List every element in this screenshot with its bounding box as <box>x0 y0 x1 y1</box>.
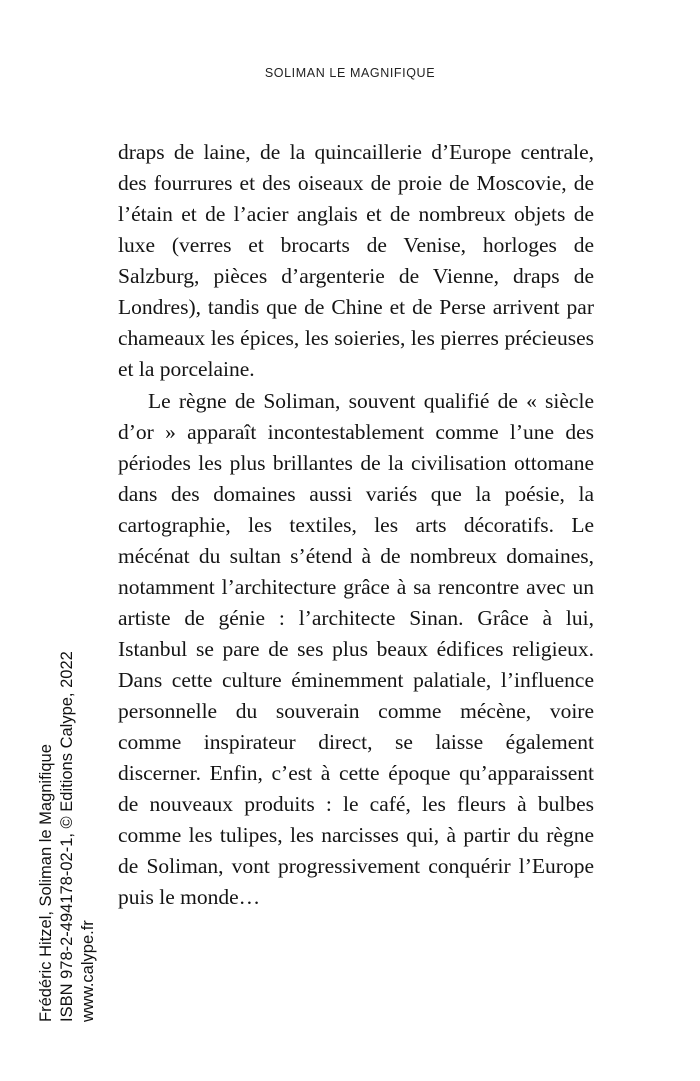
paragraph-2: Le règne de Soliman, souvent qualifié de « siècle d’or » apparaît incontestablement comme l’une des périodes les plus brillantes de la civilisation ottomane dans des domaines aussi variés que la poésie, la cartographie, les textiles, les arts décoratifs. Le mécénat du sultan s’étend à de nombreux domaines, notamment l’architecture grâce à sa rencontre avec un artiste de génie : l’architecte Sinan. Grâce à lui, Istanbul se pare de ses plus beaux édifices religieux. Dans cette culture éminemment palatiale, l’influence personnelle du souverain comme mécène, voire comme inspirateur direct, se laisse également discerner. Enfin, c’est à cette époque qu’apparaissent de nouveaux produits : le café, les fleurs à bulbes comme les tulipes, les narcisses qui, à partir du règne de Soliman, vont progressivement conquérir l’Europe puis le monde… <box>118 389 594 909</box>
main-text <box>118 137 594 913</box>
credit-author-title: Frédéric Hitzel, Soliman le Magnifique <box>37 744 55 1022</box>
paragraph-1: draps de laine, de la quincaillerie d’Europe centrale, des fourrures et des oiseaux de proie de Moscovie, de l’étain et de l’acier anglais et de nombreux objets de luxe (verres et brocarts de Venise, horloges de Salzburg, pièces d’argenterie de Vienne, draps de Londres), tandis que de Chine et de Perse arrivent par chameaux les épices, les soieries, les pierres précieuses et la porcelaine. <box>118 140 594 381</box>
copyright-sidebar <box>36 651 99 1022</box>
credit-website: www.calype.fr <box>79 920 97 1022</box>
running-head-title: SOLIMAN LE MAGNIFIQUE <box>264 66 436 80</box>
credit-isbn: ISBN 978-2-494178-02-1, © Editions Calype, 2022 <box>58 651 76 1022</box>
